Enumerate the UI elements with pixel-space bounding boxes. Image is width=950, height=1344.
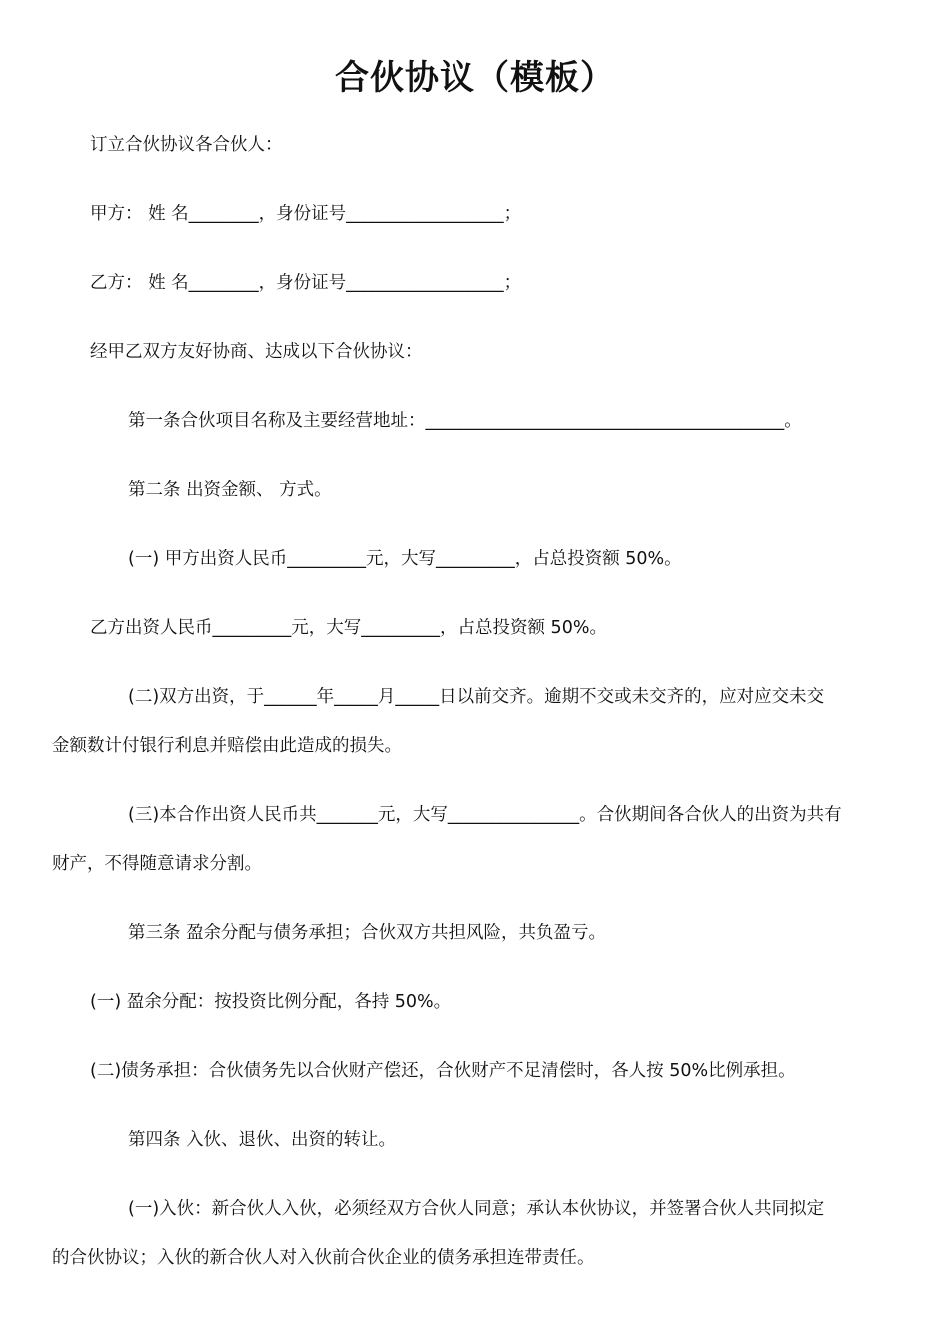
article-2-item-2-line-2: 金额数计付银行利息并赔偿由此造成的损失。 bbox=[52, 736, 402, 756]
article-2-item-1: (一) 甲方出资人民币_________元，大写_________，占总投资额 50%。 bbox=[128, 549, 682, 569]
article-2-party-b: 乙方出资人民币_________元，大写_________，占总投资额 50%。 bbox=[90, 618, 607, 638]
article-4-heading: 第四条 入伙、退伙、出资的转让。 bbox=[128, 1130, 397, 1150]
article-2-item-3-line-1: (三)本合作出资人民币共_______元，大写_______________。合伙期间各合伙人的出资为共有 bbox=[128, 805, 842, 825]
intro-line: 订立合伙协议各合伙人： bbox=[90, 135, 283, 155]
article-1: 第一条合伙项目名称及主要经营地址：_________________________________________。 bbox=[128, 411, 802, 431]
article-4-item-1-line-2: 的合伙协议；入伙的新合伙人对入伙前合伙企业的债务承担连带责任。 bbox=[52, 1248, 595, 1268]
party-a-line: 甲方： 姓 名________，身份证号__________________； bbox=[90, 204, 522, 224]
article-3-item-2: (二)债务承担：合伙债务先以合伙财产偿还，合伙财产不足清偿时，各人按 50%比例承担。 bbox=[90, 1061, 796, 1081]
document-title: 合伙协议（模板） bbox=[335, 58, 615, 98]
article-3-item-1: (一) 盈余分配：按投资比例分配，各持 50%。 bbox=[90, 992, 452, 1012]
party-b-line: 乙方： 姓 名________，身份证号__________________； bbox=[90, 273, 522, 293]
article-3-heading: 第三条 盈余分配与债务承担；合伙双方共担风险，共负盈亏。 bbox=[128, 923, 607, 943]
article-4-item-1-line-1: (一)入伙：新合伙人入伙，必须经双方合伙人同意；承认本伙协议，并签署合伙人共同拟定 bbox=[128, 1199, 825, 1219]
agreement-intro: 经甲乙双方友好协商、达成以下合伙协议： bbox=[90, 342, 423, 362]
article-2-heading: 第二条 出资金额、 方式。 bbox=[128, 480, 332, 500]
article-2-item-2-line-1: (二)双方出资，于______年_____月_____日以前交齐。逾期不交或未交齐的，应对应交未交 bbox=[128, 687, 825, 707]
article-2-item-3-line-2: 财产，不得随意请求分割。 bbox=[52, 854, 262, 874]
